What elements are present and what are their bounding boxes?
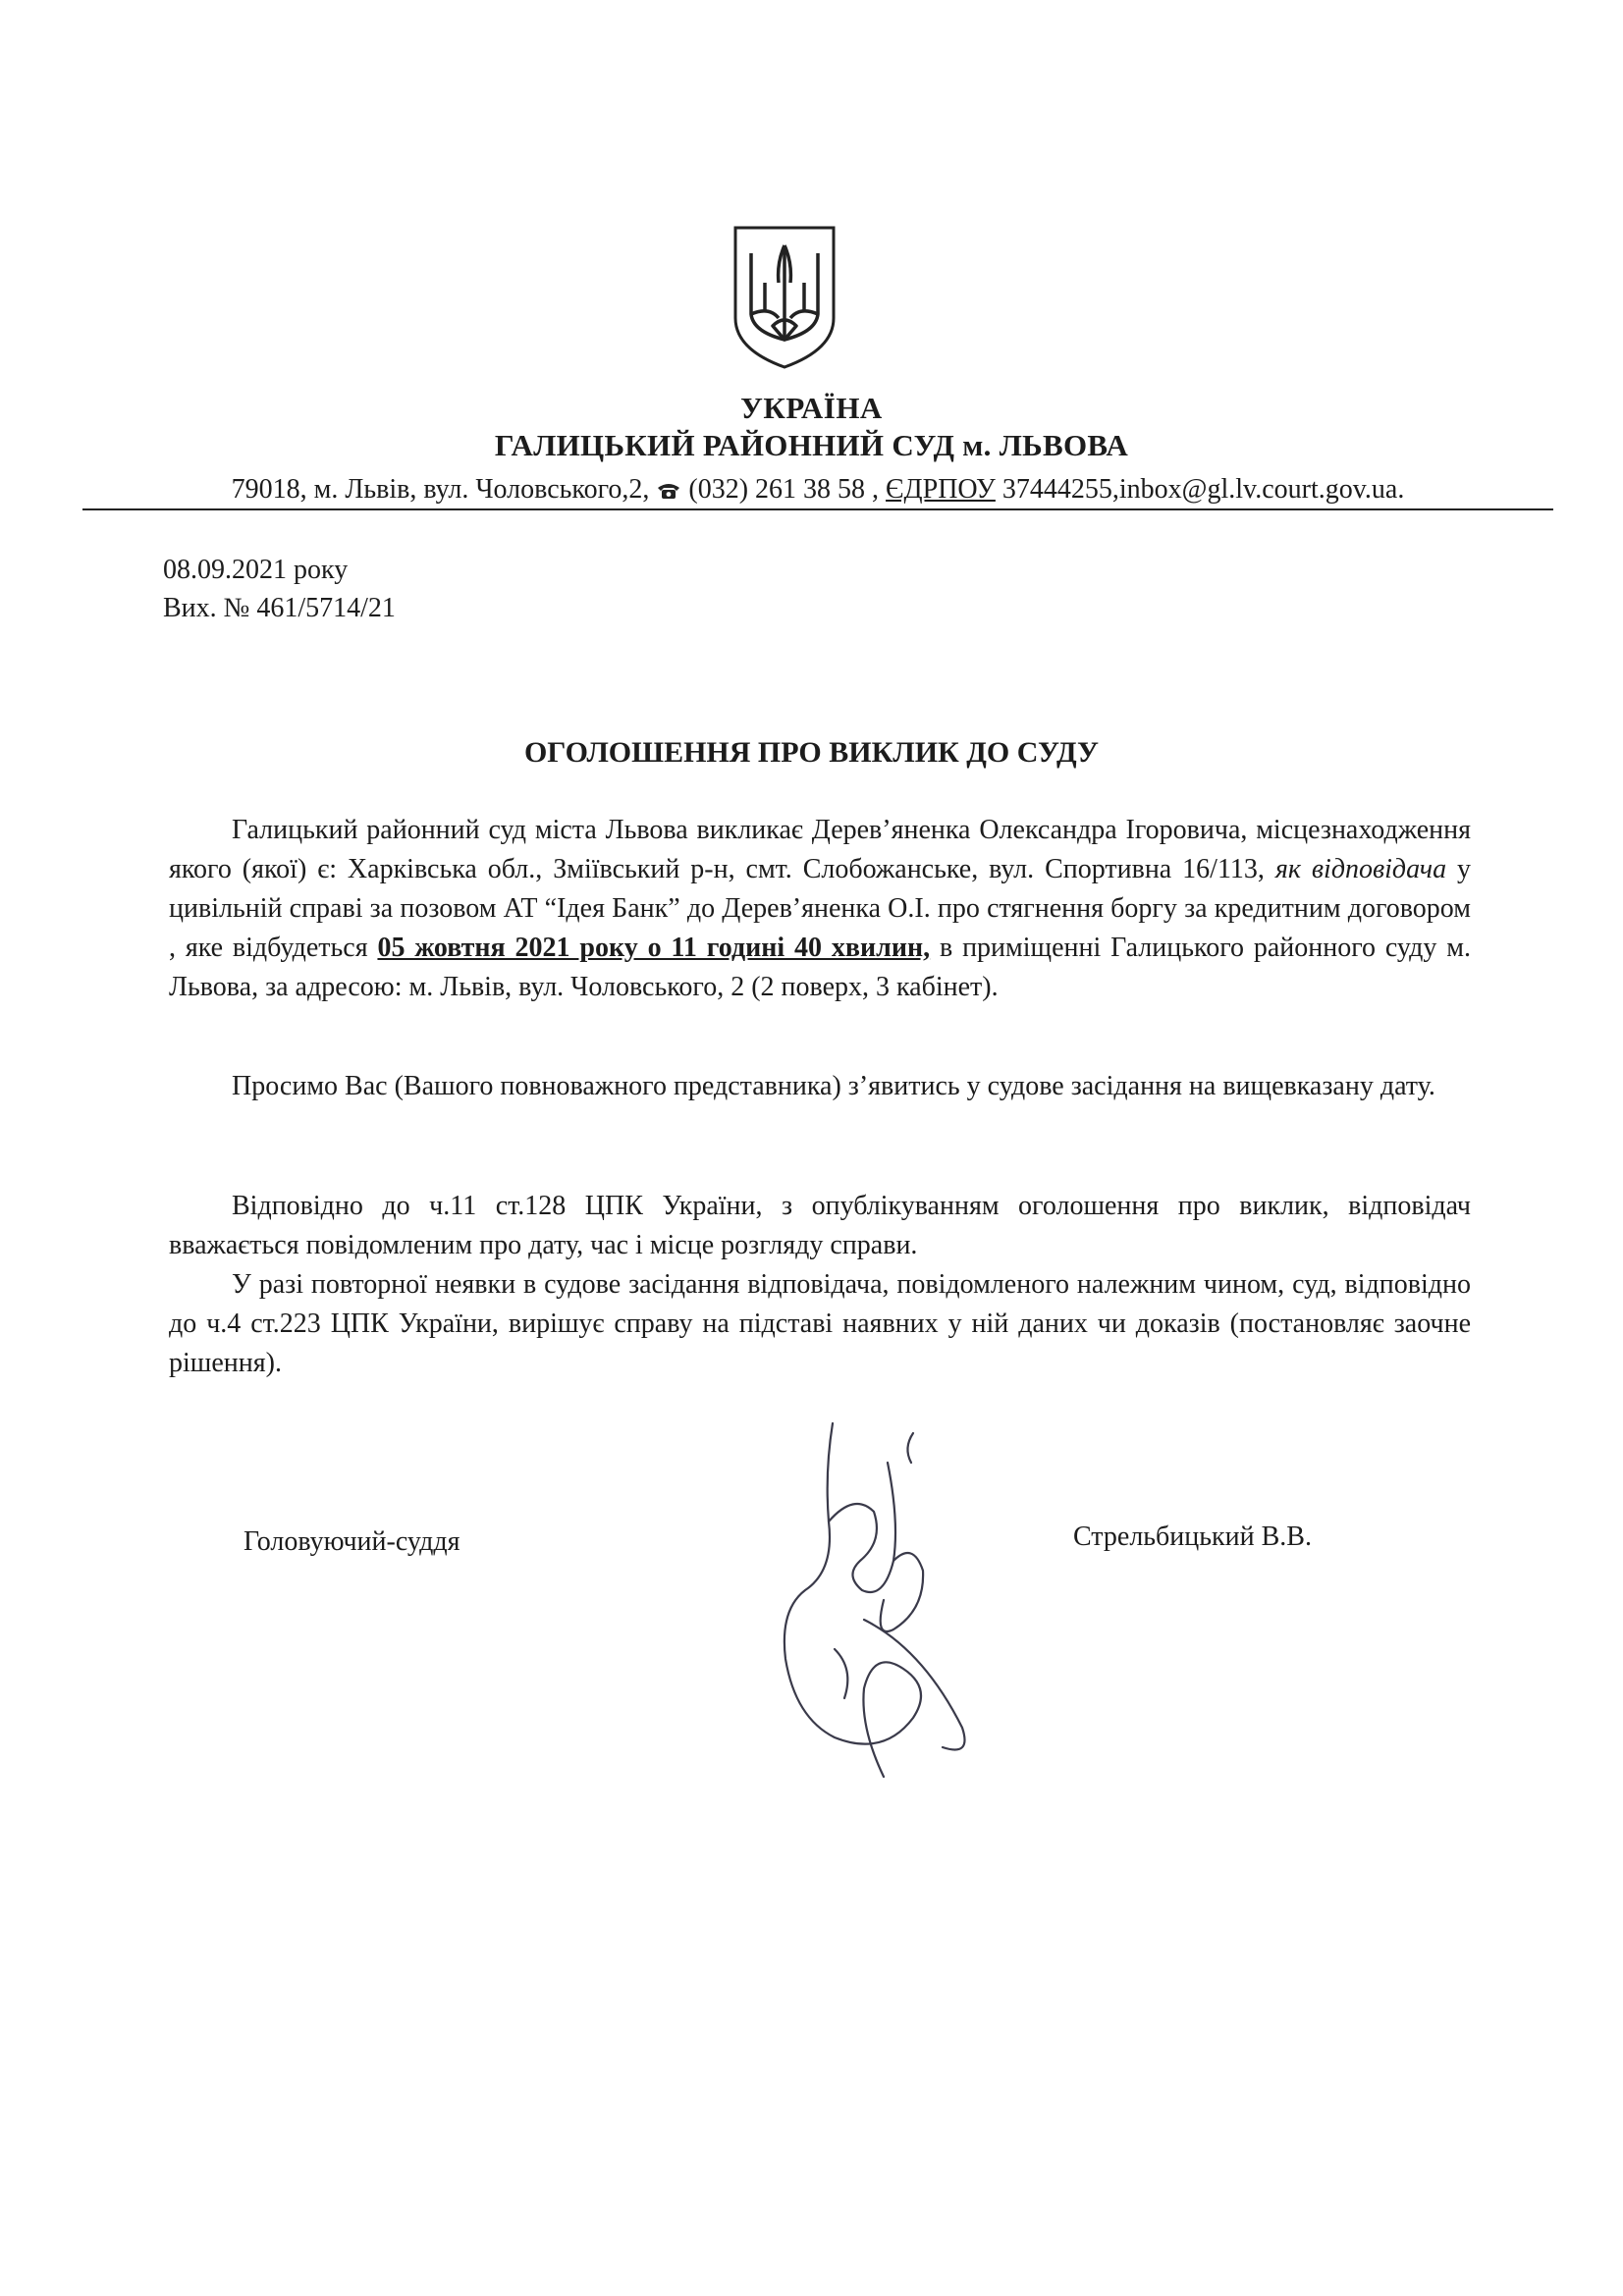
absence-notice-text: У разі повторної неявки в судове засідання відповідача, повідомленого належним чином, суд, відповідно до ч.4 ст.223 ЦПК України, вирішує справу на підставі наявних у ній даних чи доказів (постановляє заочне рішення). (169, 1269, 1471, 1378)
judge-name: Стрельбицький В.В. (1073, 1522, 1312, 1552)
hearing-datetime: 05 жовтня 2021 року о 11 годині 40 хвилин, (377, 933, 931, 963)
outgoing-number: Вих. № 461/5714/21 (163, 593, 396, 623)
legal-notice-block (169, 1187, 1471, 1383)
telephone-icon (656, 480, 681, 500)
court-name-heading: ГАЛИЦЬКИЙ РАЙОННИЙ СУД м. ЛЬВОВА (494, 428, 1129, 462)
summons-text-1: Галицький районний суд міста Львова викликає Дерев’яненка Олександра Ігоровича, місцезнаходження якого (якої) є: Харківська обл., Зміївський р-н, смт. Слобожанське, вул. Спортивна 16/113, (169, 815, 1471, 884)
defendant-role: як відповідача (1274, 854, 1447, 884)
document-date: 08.09.2021 року (163, 555, 349, 585)
country-heading: УКРАЇНА (740, 391, 883, 425)
court-phone: (032) 261 38 58 , (688, 474, 880, 505)
notice-title: ОГОЛОШЕННЯ ПРО ВИКЛИК ДО СУДУ (523, 736, 1100, 769)
coat-of-arms-icon (730, 224, 839, 369)
court-contacts-line (82, 471, 1553, 510)
edrpou-label: ЄДРПОУ (886, 474, 996, 505)
handwritten-signature (766, 1404, 1021, 1816)
request-paragraph (169, 1067, 1471, 1106)
request-text: Просимо Вас (Вашого повноважного представника) з’явитись у судове засідання на вищевказану дату. (232, 1071, 1435, 1101)
summons-text-3: в приміщенні Галицького районного суду м. Львова, за адресою: м. Львів, вул. Чоловського, 2 (2 поверх, 3 кабінет). (169, 933, 1471, 1002)
summons-text-2: у цивільній справі за позовом АТ “Ідея Банк” до Дерев’яненка О.І. про стягнення боргу за кредитним договором , яке відбудеться (169, 854, 1472, 963)
law-notice-text: Відповідно до ч.11 ст.128 ЦПК України, з опублікуванням оголошення про виклик, відповідач вважається повідомленим про дату, час і місце розгляду справи. (169, 1191, 1471, 1260)
edrpou-code-email: 37444255,inbox@gl.lv.court.gov.ua. (1001, 474, 1405, 505)
summons-paragraph (169, 811, 1471, 1007)
signatory-position: Головуючий-суддя (243, 1526, 460, 1557)
court-address: 79018, м. Львів, вул. Чоловського,2, (231, 474, 650, 505)
